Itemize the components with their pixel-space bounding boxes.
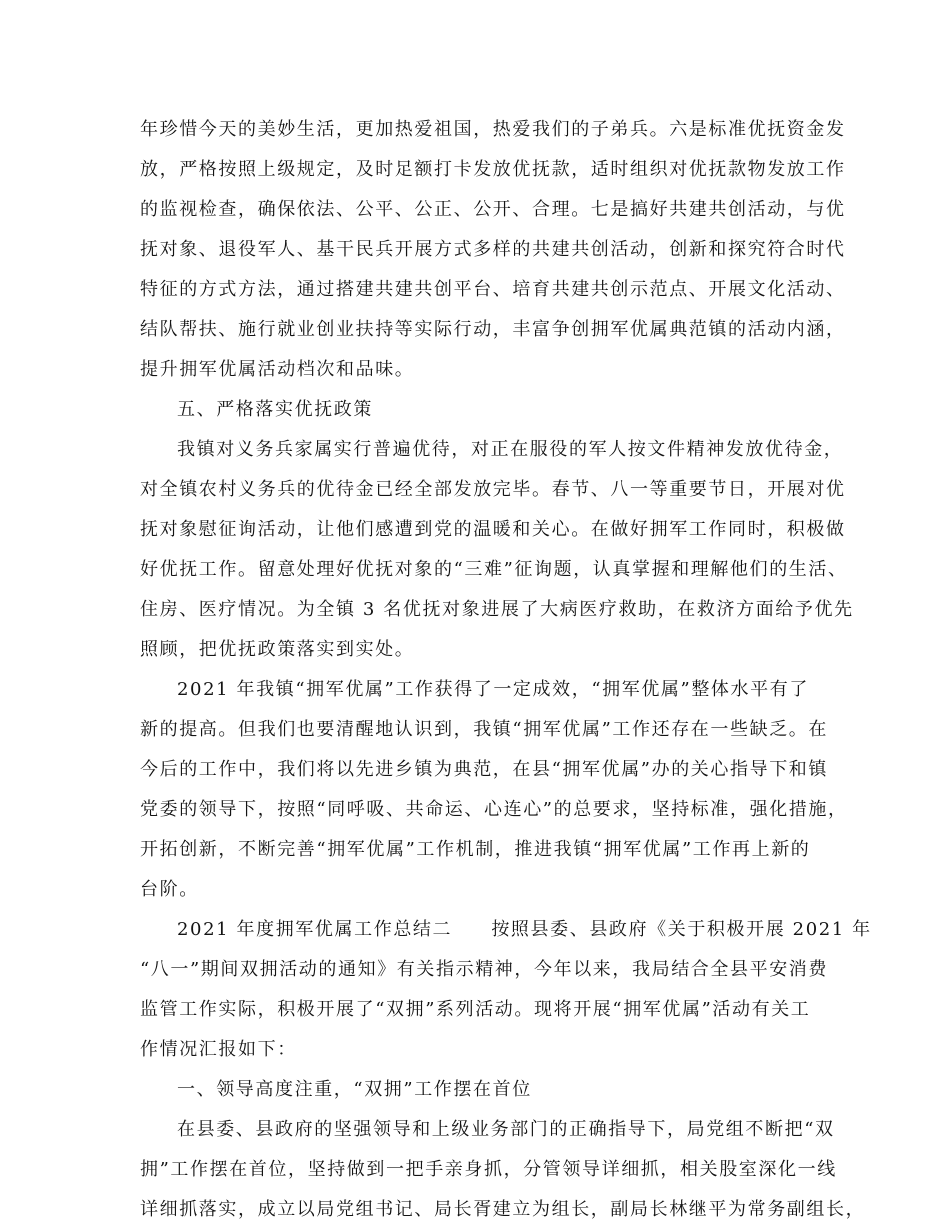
text-line: 监管工作实际，积极开展了“双拥”系列活动。现将开展“拥军优属”活动有关工 — [140, 999, 811, 1020]
text-line: 照顾，把优抚政策落实到实处。 — [140, 639, 415, 660]
text-line: 年珍惜今天的美妙生活，更加热爱祖国，热爱我们的子弟兵。六是标准优抚资金发 — [140, 119, 846, 140]
text-line: 开拓创新，不断完善“拥军优属”工作机制，推进我镇“拥军优属”工作再上新的 — [140, 839, 811, 860]
section-heading: 一、领导高度注重，“双拥”工作摆在首位 — [177, 1079, 532, 1100]
text-line: 特征的方式方法，通过搭建共建共创平台、培育共建共创示范点、开展文化活动、 — [140, 279, 846, 300]
text-line: 台阶。 — [140, 879, 199, 900]
text-line: 住房、医疗情况。为全镇 3 名优抚对象进展了大病医疗救助，在救济方面给予优先 — [140, 599, 854, 620]
text-line: 提升拥军优属活动档次和品味。 — [140, 359, 415, 380]
text-line: 今后的工作中，我们将以先进乡镇为典范，在县“拥军优属”办的关心指导下和镇 — [140, 759, 829, 780]
text-line: “八一”期间双拥活动的通知》有关指示精神，今年以来，我局结合全县平安消费 — [140, 959, 829, 980]
text-line: 在县委、县政府的坚强领导和上级业务部门的正确指导下，局党组不断把“双 — [177, 1119, 835, 1140]
text-line: 抚对象慰征询活动，让他们感遭到党的温暖和关心。在做好拥军工作同时，积极做 — [140, 519, 846, 540]
text-line: 新的提高。但我们也要清醒地认识到，我镇“拥军优属”工作还存在一些缺乏。在 — [140, 719, 829, 740]
text-line: 抚对象、退役军人、基干民兵开展方式多样的共建共创活动，创新和探究符合时代 — [140, 239, 846, 260]
text-line: 作情况汇报如下： — [140, 1039, 297, 1060]
text-line: 的监视检查，确保依法、公平、公正、公开、合理。七是搞好共建共创活动，与优 — [140, 199, 846, 220]
text-line: 结队帮扶、施行就业创业扶持等实际行动，丰富争创拥军优属典范镇的活动内涵， — [140, 319, 846, 340]
text-line: 放，严格按照上级规定，及时足额打卡发放优抚款，适时组织对优抚款物发放工作 — [140, 159, 846, 180]
text-line: 对全镇农村义务兵的优待金已经全部发放完毕。春节、八一等重要节日，开展对优 — [140, 479, 846, 500]
text-line: 详细抓落实，成立以局党组书记、局长胥建立为组长，副局长林继平为常务副组长， — [140, 1199, 866, 1220]
text-line: 好优抚工作。留意处理好优抚对象的“三难”征询题，认真掌握和理解他们的生活、 — [140, 559, 848, 580]
text-line: 我镇对义务兵家属实行普遍优待，对正在服役的军人按文件精神发放优待金， — [177, 439, 844, 460]
section-heading: 五、严格落实优抚政策 — [177, 399, 373, 420]
text-line: 2021 年度拥军优属工作总结二 按照县委、县政府《关于积极开展 2021 年 — [177, 919, 872, 940]
text-line: 党委的领导下，按照“同呼吸、共命运、心连心”的总要求，坚持标准，强化措施， — [140, 799, 848, 820]
text-line: 2021 年我镇“拥军优属”工作获得了一定成效，“拥军优属”整体水平有了 — [177, 679, 809, 700]
text-line: 拥”工作摆在首位，坚持做到一把手亲身抓，分管领导详细抓，相关股室深化一线 — [140, 1159, 837, 1180]
